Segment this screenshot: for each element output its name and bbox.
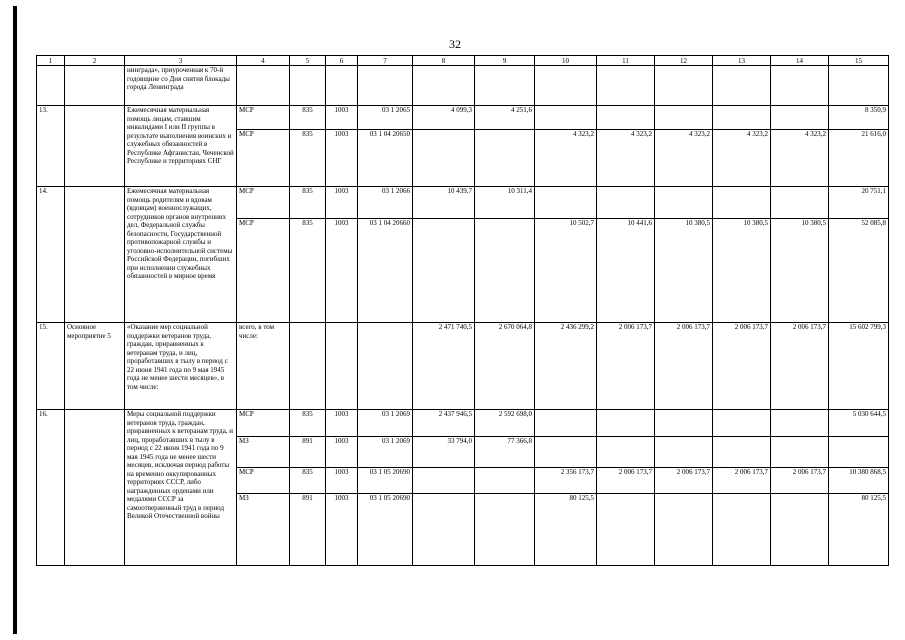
- administrator-cell: МЗ: [237, 494, 290, 566]
- value-cell-11: [597, 437, 655, 468]
- value-cell-15: [829, 437, 889, 468]
- program-cell: [65, 410, 125, 566]
- value-cell-8: 2 471 740,5: [413, 323, 475, 410]
- table-row: [37, 323, 889, 410]
- column-number-cell: 11: [597, 56, 655, 66]
- value-cell-8: [413, 130, 475, 187]
- value-cell-12: 10 380,5: [655, 219, 713, 323]
- value-cell-8: 4 099,3: [413, 106, 475, 130]
- column-number-cell: 7: [358, 56, 413, 66]
- value-cell-9: 10 311,4: [475, 187, 535, 219]
- value-cell-5: [290, 323, 326, 410]
- table-row: [37, 410, 889, 437]
- measure-name-cell: нинграда», приуроченная к 70-й годовщине со Дня снятия блокады города Ленинграда: [125, 66, 237, 106]
- budget-table: [36, 55, 889, 566]
- value-cell-9: 2 592 698,0: [475, 410, 535, 437]
- row-number-cell: 14.: [37, 187, 65, 323]
- column-number-row: [37, 56, 889, 66]
- value-cell-12: [655, 410, 713, 437]
- value-cell-10: 2 436 299,2: [535, 323, 597, 410]
- value-cell-13: 2 006 173,7: [713, 468, 771, 494]
- column-number-cell: 4: [237, 56, 290, 66]
- value-cell-15: 21 616,0: [829, 130, 889, 187]
- value-cell-13: [713, 187, 771, 219]
- value-cell-13: 10 380,5: [713, 219, 771, 323]
- value-cell-13: 2 006 173,7: [713, 323, 771, 410]
- value-cell-5: 835: [290, 468, 326, 494]
- row-number-cell: 13.: [37, 106, 65, 187]
- administrator-cell: МСР: [237, 106, 290, 130]
- value-cell-6: 1003: [326, 468, 358, 494]
- value-cell-6: 1003: [326, 494, 358, 566]
- value-cell-15: 15 602 799,3: [829, 323, 889, 410]
- value-cell-12: [655, 187, 713, 219]
- value-cell-5: 835: [290, 187, 326, 219]
- value-cell-10: [535, 410, 597, 437]
- value-cell-11: [597, 494, 655, 566]
- value-cell-13: [713, 494, 771, 566]
- column-number-cell: 3: [125, 56, 237, 66]
- value-cell-12: 4 323,2: [655, 130, 713, 187]
- value-cell-7: 03 1 2066: [358, 187, 413, 219]
- value-cell-7: 03 1 04 20650: [358, 130, 413, 187]
- value-cell-14: 4 323,2: [771, 130, 829, 187]
- value-cell-5: 891: [290, 437, 326, 468]
- column-number-cell: 15: [829, 56, 889, 66]
- row-number-cell: [37, 66, 65, 106]
- administrator-cell: МСР: [237, 187, 290, 219]
- administrator-cell: МСР: [237, 219, 290, 323]
- value-cell-15: 10 380 868,5: [829, 468, 889, 494]
- value-cell-9: 2 670 064,8: [475, 323, 535, 410]
- column-number-cell: 8: [413, 56, 475, 66]
- value-cell-5: 835: [290, 410, 326, 437]
- value-cell-15: 8 350,9: [829, 106, 889, 130]
- administrator-cell: МЗ: [237, 437, 290, 468]
- value-cell-14: [771, 494, 829, 566]
- column-number-cell: 1: [37, 56, 65, 66]
- value-cell-11: [597, 187, 655, 219]
- value-cell-11: 2 006 173,7: [597, 468, 655, 494]
- value-cell-15: 5 030 644,5: [829, 410, 889, 437]
- page-number: 32: [449, 37, 461, 51]
- value-cell-6: 1003: [326, 130, 358, 187]
- value-cell-10: [535, 437, 597, 468]
- value-cell-10: [535, 187, 597, 219]
- value-cell-13: [713, 437, 771, 468]
- continuation-row: [37, 66, 889, 106]
- value-cell-6: 1003: [326, 106, 358, 130]
- column-number-cell: 6: [326, 56, 358, 66]
- value-cell-6: 1003: [326, 187, 358, 219]
- row-number-cell: 16.: [37, 410, 65, 566]
- value-cell-12: [655, 106, 713, 130]
- binder-edge: [13, 6, 17, 634]
- value-cell-12: [655, 437, 713, 468]
- value-cell-14: [771, 106, 829, 130]
- value-cell-7: 03 1 04 20660: [358, 219, 413, 323]
- program-cell: [65, 66, 125, 106]
- value-cell-6: [326, 323, 358, 410]
- row-number-cell: 15.: [37, 323, 65, 410]
- value-cell-8: 33 794,0: [413, 437, 475, 468]
- value-cell-8: 2 437 946,5: [413, 410, 475, 437]
- value-cell-12: 2 006 173,7: [655, 323, 713, 410]
- administrator-cell: всего, в том числе:: [237, 323, 290, 410]
- value-cell-7: [358, 323, 413, 410]
- column-number-cell: 5: [290, 56, 326, 66]
- value-cell-9: [475, 494, 535, 566]
- value-cell-10: [535, 106, 597, 130]
- measure-name-cell: Ежемесячная материальная помощь лицам, ставшим инвалидами I или II группы в результате выполнения воинских и служебных обязанностей в Республике Афганистан, Чеченской Республике и территориях СНГ: [125, 106, 237, 187]
- value-cell-7: 03 1 05 20690: [358, 468, 413, 494]
- value-cell-7: 03 1 05 20690: [358, 494, 413, 566]
- value-cell-9: [475, 219, 535, 323]
- value-cell-14: [771, 410, 829, 437]
- value-cell-11: [597, 106, 655, 130]
- value-cell-10: 2 356 173,7: [535, 468, 597, 494]
- value-cell-11: [597, 410, 655, 437]
- measure-name-cell: «Оказание мер социальной поддержки ветеранов труда, граждан, приравненных к ветеранам труда, и лиц, проработавших в тылу в период с 22 июня 1941 года по 9 мая 1945 года не менее шести месяцев», в том числе:: [125, 323, 237, 410]
- value-cell-6: 1003: [326, 410, 358, 437]
- value-cell-9: 77 366,8: [475, 437, 535, 468]
- value-cell-6: 1003: [326, 219, 358, 323]
- value-cell-7: 03 1 2065: [358, 106, 413, 130]
- program-cell: Основное мероприятие 5: [65, 323, 125, 410]
- table-row: [37, 187, 889, 219]
- column-number-cell: 10: [535, 56, 597, 66]
- value-cell-14: 2 006 173,7: [771, 468, 829, 494]
- column-number-cell: 13: [713, 56, 771, 66]
- measure-name-cell: Меры социальной поддержки ветеранов труда, граждан, приравненных к ветеранам труда, и лиц, проработавших в тылу в период с 22 июня 1941 года по 9 мая 1945 года не менее шести месяцев, исключая период работы на временно оккупированных территориях СССР, либо награжденных орденами или медалями СССР за самоотверженный труд в период Великой Отечественной войны: [125, 410, 237, 566]
- value-cell-8: [413, 468, 475, 494]
- value-cell-7: 03 1 2069: [358, 410, 413, 437]
- column-number-cell: 9: [475, 56, 535, 66]
- column-number-cell: 2: [65, 56, 125, 66]
- measure-name-cell: Ежемесячная материальная помощь родителям и вдовам (вдовцам) военнослужащих, сотрудников органов внутренних дел, Федеральной службы безопасности, Государственной противопожарной службы и уголовно-исполнительной системы Российской Федерации, погибших при исполнении служебных обязанностей в мирное время: [125, 187, 237, 323]
- value-cell-15: 52 085,8: [829, 219, 889, 323]
- administrator-cell: МСР: [237, 410, 290, 437]
- value-cell-5: 835: [290, 219, 326, 323]
- program-cell: [65, 106, 125, 187]
- value-cell-8: [413, 494, 475, 566]
- value-cell-14: 2 006 173,7: [771, 323, 829, 410]
- value-cell-9: [475, 468, 535, 494]
- value-cell-12: [655, 494, 713, 566]
- value-cell-5: 835: [290, 130, 326, 187]
- value-cell-11: 2 006 173,7: [597, 323, 655, 410]
- value-cell-9: 4 251,6: [475, 106, 535, 130]
- value-cell-8: 10 439,7: [413, 187, 475, 219]
- value-cell-11: 10 441,6: [597, 219, 655, 323]
- value-cell-10: 4 323,2: [535, 130, 597, 187]
- value-cell-15: 80 125,5: [829, 494, 889, 566]
- administrator-cell: МСР: [237, 468, 290, 494]
- value-cell-5: 891: [290, 494, 326, 566]
- value-cell-13: [713, 410, 771, 437]
- table-body: [37, 56, 889, 566]
- program-cell: [65, 187, 125, 323]
- value-cell-7: 03 1 2069: [358, 437, 413, 468]
- value-cell-14: [771, 437, 829, 468]
- value-cell-10: 10 502,7: [535, 219, 597, 323]
- value-cell-13: 4 323,2: [713, 130, 771, 187]
- value-cell-15: 20 751,1: [829, 187, 889, 219]
- value-cell-14: 10 380,5: [771, 219, 829, 323]
- value-cell-9: [475, 130, 535, 187]
- value-cell-12: 2 006 173,7: [655, 468, 713, 494]
- value-cell-11: 4 323,2: [597, 130, 655, 187]
- table-row: [37, 106, 889, 130]
- value-cell-14: [771, 187, 829, 219]
- column-number-cell: 12: [655, 56, 713, 66]
- column-number-cell: 14: [771, 56, 829, 66]
- value-cell-5: 835: [290, 106, 326, 130]
- value-cell-10: 80 125,5: [535, 494, 597, 566]
- value-cell-8: [413, 219, 475, 323]
- administrator-cell: МСР: [237, 130, 290, 187]
- value-cell-6: 1003: [326, 437, 358, 468]
- value-cell-13: [713, 106, 771, 130]
